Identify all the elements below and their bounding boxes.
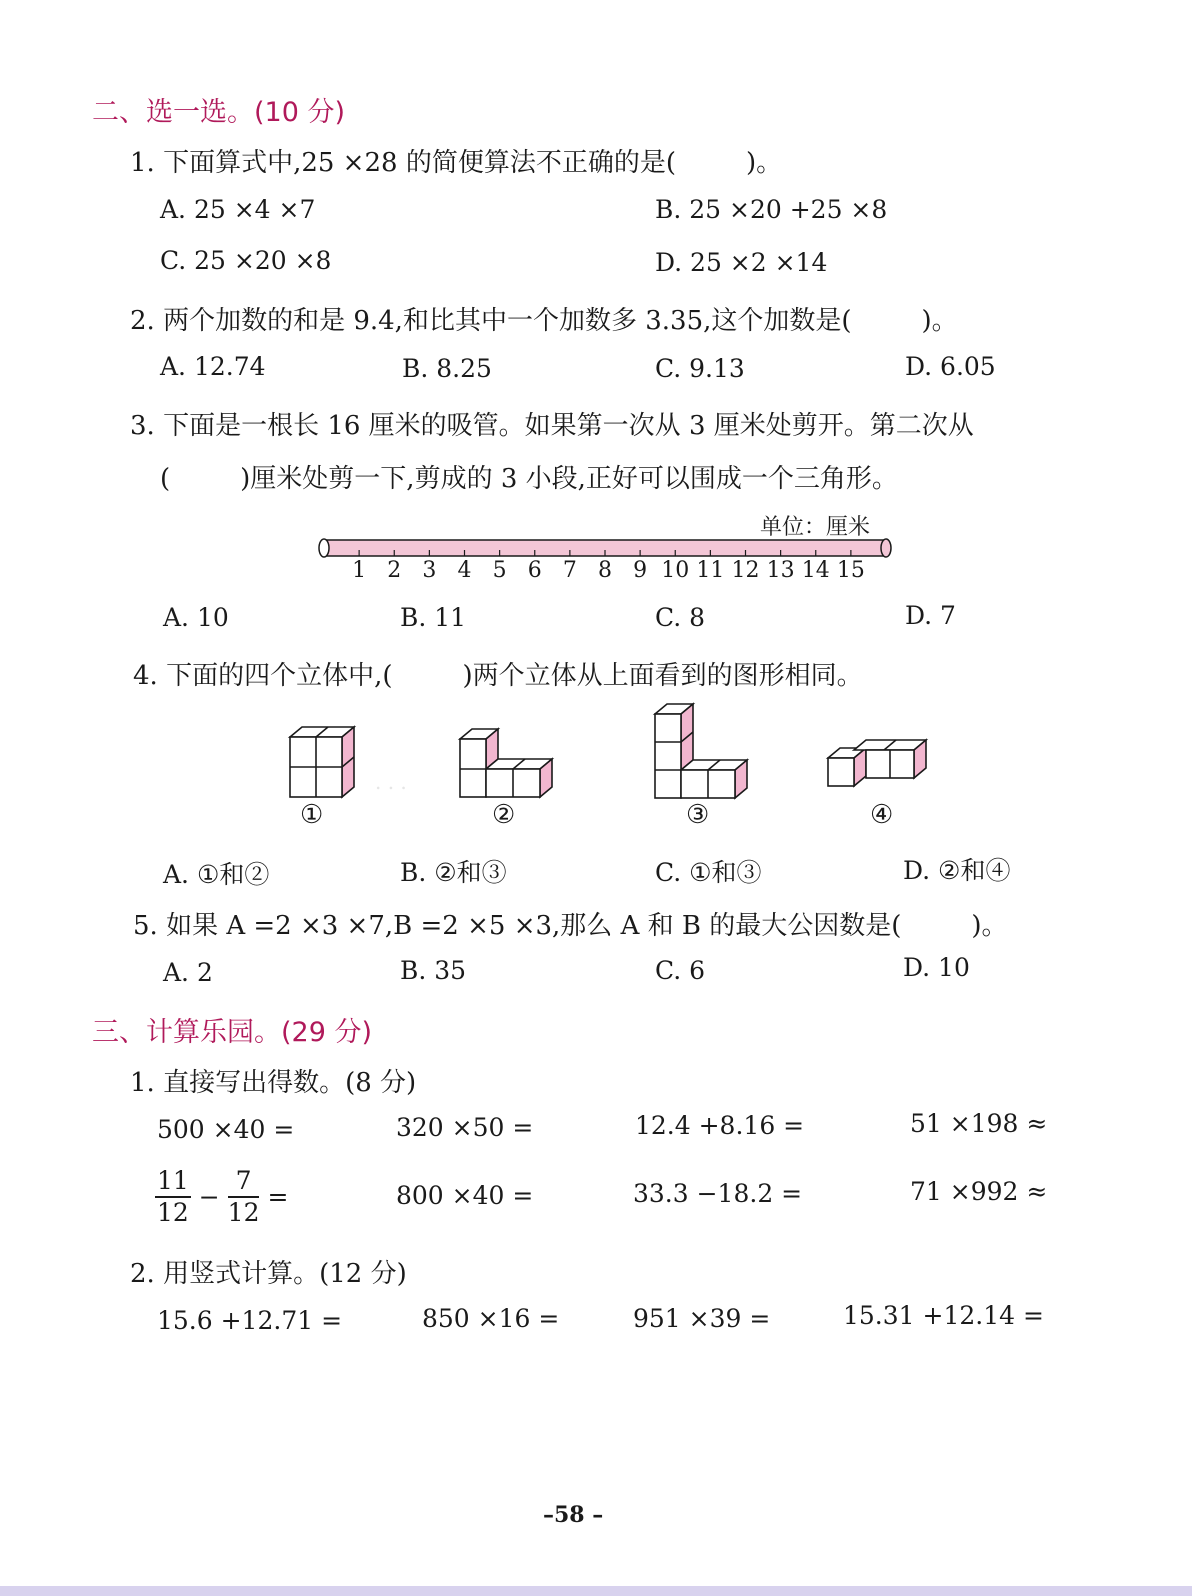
q1-option-a[interactable]: A. 25 ×4 ×7	[160, 195, 316, 224]
calc-item[interactable]: 33.3 −18.2 =	[633, 1179, 803, 1208]
q5-option-c[interactable]: C. 6	[655, 956, 706, 985]
fraction-1: $\frac{11}{12}$	[157, 1166, 189, 1227]
straw-left-end	[319, 539, 329, 557]
question-3-line-1: 3. 下面是一根长 16 厘米的吸管。如果第一次从 3 厘米处剪开。第二次从	[130, 411, 974, 441]
question-3-rest: )厘米处剪一下,剪成的 3 小段,正好可以围成一个三角形。	[240, 464, 898, 494]
q4-option-d[interactable]: D. ②和④	[903, 856, 1011, 885]
ruler-tick-label: 12	[731, 558, 760, 583]
vertical-calc-item[interactable]: 15.6 +12.71 =	[157, 1306, 343, 1335]
question-3-line-2	[160, 458, 898, 495]
ruler-tick-label: 7	[562, 558, 577, 583]
part-1-title: 1. 直接写出得数。(8 分)	[130, 1068, 417, 1098]
q2-option-b[interactable]: B. 8.25	[402, 354, 492, 383]
ruler-tick-label: 3	[422, 558, 437, 583]
q4-option-c[interactable]: C. ①和③	[655, 858, 762, 887]
question-1-stem: 1. 下面算式中,25 ×28 的简便算法不正确的是(	[130, 148, 676, 178]
q2-option-c[interactable]: C. 9.13	[655, 354, 745, 383]
q4-option-b[interactable]: B. ②和③	[400, 858, 507, 887]
question-2-stem: 2. 两个加数的和是 9.4,和比其中一个加数多 3.35,这个加数是(	[130, 306, 852, 336]
question-1-end: )。	[745, 148, 783, 178]
question-4	[133, 655, 863, 692]
q5-option-d[interactable]: D. 10	[903, 953, 970, 982]
calc-item[interactable]: 800 ×40 =	[396, 1181, 534, 1210]
page-number: –58 –	[543, 1502, 604, 1528]
straw-ruler	[310, 532, 910, 592]
question-2	[130, 300, 958, 337]
calc-item[interactable]: 320 ×50 =	[396, 1113, 534, 1142]
ruler-tick-label: 2	[387, 558, 402, 583]
solid-4-label: ④	[870, 800, 894, 830]
calc-item[interactable]: 12.4 +8.16 =	[635, 1111, 805, 1140]
ruler-tick-label: 4	[457, 558, 472, 583]
vertical-calc-item[interactable]: 951 ×39 =	[633, 1304, 771, 1333]
question-2-end: )。	[921, 306, 958, 336]
ruler-tick-label: 6	[527, 558, 542, 583]
section-3-title: 三、计算乐园。(29 分)	[92, 1017, 373, 1048]
unit-label: 单位：厘米	[760, 515, 871, 540]
section-2-title: 二、选一选。(10 分)	[92, 97, 346, 128]
solid-2-label: ②	[492, 800, 516, 830]
solid-1-label: ①	[300, 800, 324, 830]
open-paren: (	[160, 464, 171, 494]
q1-option-d[interactable]: D. 25 ×2 ×14	[655, 248, 828, 277]
calc-item[interactable]: 500 ×40 =	[157, 1115, 295, 1144]
fraction-expression[interactable]: $\frac{11}{12}$ − $\frac{7}{12}$ =	[157, 1166, 289, 1227]
ruler-tick-label: 9	[633, 558, 648, 583]
solid-1-figure	[280, 725, 370, 805]
q3-option-c[interactable]: C. 8	[655, 603, 706, 632]
q1-option-b[interactable]: B. 25 ×20 +25 ×8	[655, 195, 888, 224]
ruler-tick-label: 5	[492, 558, 507, 583]
solid-3-label: ③	[686, 800, 710, 830]
ruler-tick-label: 15	[836, 558, 865, 583]
part-2-title: 2. 用竖式计算。(12 分)	[130, 1259, 407, 1289]
solid-2-figure	[450, 725, 565, 805]
q4-option-a[interactable]: A. ①和②	[163, 860, 270, 889]
ruler-tick-label: 8	[598, 558, 612, 583]
q2-option-a[interactable]: A. 12.74	[160, 352, 266, 381]
q5-option-a[interactable]: A. 2	[163, 958, 213, 987]
solid-3-figure	[645, 700, 760, 805]
ruler-tick-label: 10	[661, 558, 690, 583]
question-5	[133, 905, 1008, 942]
vertical-calc-item[interactable]: 850 ×16 =	[422, 1304, 560, 1333]
calc-item[interactable]: 51 ×198 ≈	[910, 1109, 1048, 1138]
ruler-tick-label: 14	[801, 558, 830, 583]
calc-item[interactable]: 71 ×992 ≈	[910, 1177, 1048, 1206]
q3-option-d[interactable]: D. 7	[905, 601, 956, 630]
q3-option-a[interactable]: A. 10	[163, 603, 229, 632]
q3-option-b[interactable]: B. 11	[400, 603, 467, 632]
vertical-calc-item[interactable]: 15.31 +12.14 =	[843, 1301, 1044, 1330]
q1-option-c[interactable]: C. 25 ×20 ×8	[160, 246, 332, 275]
q5-option-b[interactable]: B. 35	[400, 956, 467, 985]
ruler-tick-label: 13	[766, 558, 795, 583]
bottom-band	[0, 1586, 1192, 1596]
straw-right-end	[881, 539, 891, 557]
question-5-end: )。	[971, 911, 1008, 941]
question-5-stem: 5. 如果 A =2 ×3 ×7,B =2 ×5 ×3,那么 A 和 B 的最大公因数是(	[133, 911, 902, 941]
solid-4-figure	[820, 732, 940, 802]
q2-option-d[interactable]: D. 6.05	[905, 352, 996, 381]
question-4-end: )两个立体从上面看到的图形相同。	[462, 661, 863, 691]
ruler-tick-label: 11	[696, 558, 725, 583]
question-1	[130, 142, 782, 179]
fraction-2: $\frac{7}{12}$	[227, 1166, 260, 1227]
ruler-tick-label: 1	[352, 558, 367, 583]
question-4-stem: 4. 下面的四个立体中,(	[133, 661, 393, 691]
